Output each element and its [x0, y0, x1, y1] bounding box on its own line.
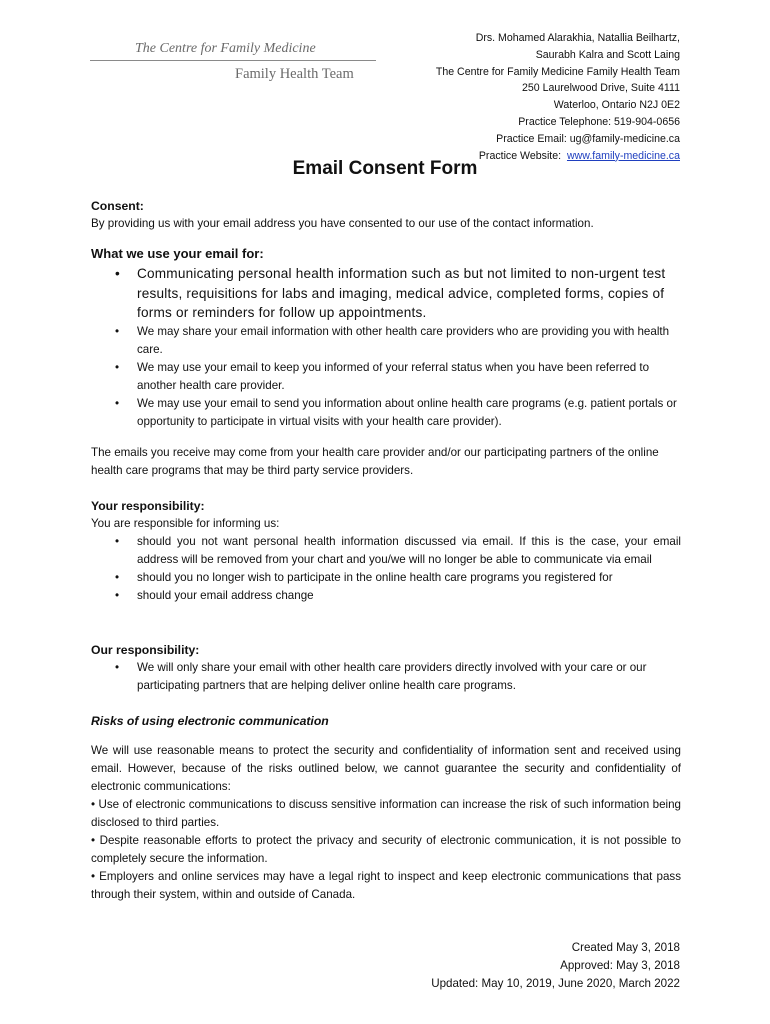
organization-name: The Centre for Family Medicine Family Health Team — [435, 65, 680, 78]
practice-phone: Practice Telephone: 519-904-0656 — [518, 115, 680, 128]
bullet-icon: • — [115, 535, 120, 548]
your-responsibility-intro: You are responsible for informing us: — [91, 517, 280, 530]
bullet-icon: • — [115, 571, 120, 584]
consent-section — [91, 197, 681, 233]
logo-line-fht: Family Health Team — [235, 66, 354, 82]
risks-item: • Despite reasonable efforts to protect the privacy and security of electronic communication, it is not possible to completely secure the information. — [91, 834, 681, 865]
city-address: Waterloo, Ontario N2J 0E2 — [553, 99, 680, 112]
practice-website-link[interactable]: www.family-medicine.ca — [566, 149, 680, 162]
list-item-text: We will only share your email with other health care providers directly involved with your care or our participating partners that are helping deliver online health care programs. — [137, 661, 647, 692]
doctors-line-2: Saurabh Kalra and Scott Laing — [535, 48, 680, 61]
your-responsibility-section — [91, 497, 681, 605]
risks-paragraph-intro: We will use reasonable means to protect the security and confidentiality of information sent and received using email. However, because of the risks outlined below, we cannot guarantee the security and confidentiality of electronic communications: — [91, 744, 681, 793]
list-item-text: should your email address change — [137, 589, 314, 602]
bullet-icon: • — [115, 396, 120, 410]
list-item-text: We may share your email information with other health care providers who are providing you with health care. — [137, 324, 670, 356]
bullet-icon: • — [115, 360, 120, 374]
list-item — [91, 359, 681, 395]
consent-text: By providing us with your email address you have consented to our use of the contact information. — [91, 217, 594, 230]
bullet-icon: • — [115, 661, 120, 674]
risks-heading: Risks of using electronic communication — [91, 714, 329, 728]
logo-divider — [90, 60, 376, 61]
uses-heading: What we use your email for: — [91, 246, 264, 261]
risks-item: • Use of electronic communications to discuss sensitive information can increase the risk of such information being disclosed to third parties. — [91, 798, 681, 829]
doctors-line-1: Drs. Mohamed Alarakhia, Natallia Beilhartz, — [475, 32, 680, 44]
bullet-icon: • — [115, 266, 120, 281]
risks-section — [91, 712, 681, 904]
our-responsibility-heading: Our responsibility: — [91, 643, 200, 657]
list-item-text: We may use your email to keep you informed of your referral status when you have been referred to another health care provider. — [137, 360, 650, 392]
list-item-text: should you not want personal health information discussed via email. If this is the case, your email address will be removed from your chart and you/we will no longer be able to communicate via email — [137, 535, 681, 566]
providers-note: The emails you receive may come from your health care provider and/or our participating partners of the online health care programs that may be third party service providers. — [91, 446, 659, 477]
bullet-icon: • — [115, 589, 120, 602]
list-item — [91, 395, 681, 431]
our-responsibility-section — [91, 641, 681, 695]
organization-logo — [90, 38, 376, 88]
created-date: Created May 3, 2018 — [571, 941, 680, 954]
approved-date: Approved: May 3, 2018 — [560, 959, 680, 972]
your-responsibility-heading: Your responsibility: — [91, 499, 205, 513]
list-item — [91, 264, 681, 323]
list-item-text: Communicating personal health information such as but not limited to non-urgent test results, requisitions for labs and imaging, medical advice, completed forms, copies of forms or reminders for follow up appointments. — [137, 266, 666, 320]
list-item — [91, 587, 681, 605]
document-history — [431, 939, 680, 993]
page-title: Email Consent Form — [292, 158, 478, 179]
practice-email: Practice Email: ug@family-medicine.ca — [496, 132, 680, 145]
list-item — [91, 533, 681, 569]
practice-address-block — [436, 30, 680, 164]
list-item-text: We may use your email to send you information about online health care programs (e.g. patient portals or opportunity to participate in virtual visits with your health care provider). — [137, 396, 677, 428]
street-address: 250 Laurelwood Drive, Suite 4111 — [521, 82, 680, 95]
email-uses-section — [91, 245, 681, 431]
practice-website-label: Practice Website: — [478, 149, 562, 162]
list-item — [91, 323, 681, 359]
list-item-text: should you no longer wish to participate in the online health care programs you registered for — [137, 571, 613, 584]
list-item — [91, 659, 681, 695]
updated-dates: Updated: May 10, 2019, June 2020, March 2022 — [431, 977, 680, 990]
consent-heading: Consent: — [91, 199, 144, 213]
list-item — [91, 569, 681, 587]
bullet-icon: • — [115, 324, 120, 338]
logo-line-centre: The Centre for Family Medicine — [135, 41, 316, 56]
risks-item: • Employers and online services may have a legal right to inspect and keep electronic communications that pass through their system, within and outside of Canada. — [91, 870, 681, 901]
